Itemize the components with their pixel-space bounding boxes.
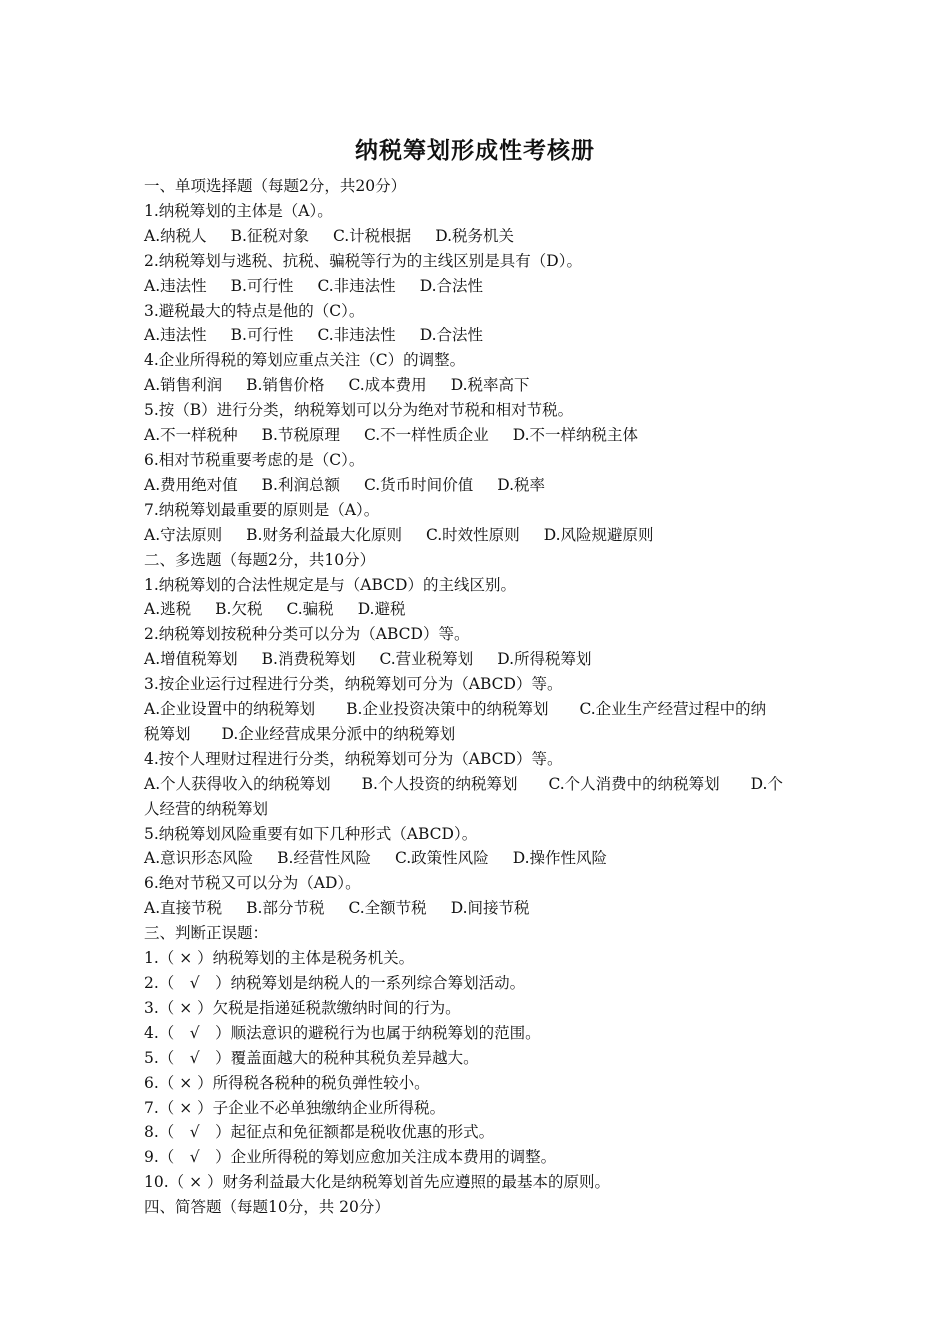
text-line: 6.相对节税重要考虑的是（C）。 xyxy=(144,450,365,469)
option-item: A.纳税人 xyxy=(144,226,207,245)
text-line: 5.纳税筹划风险重要有如下几种形式（ABCD）。 xyxy=(144,824,478,843)
answer-options xyxy=(144,846,810,871)
option-item: A.意识形态风险 xyxy=(144,849,254,868)
text-line: 6.（ × ）所得税各税种的税负弹性较小。 xyxy=(144,1073,430,1092)
option-item: D.不一样纳税主体 xyxy=(512,426,639,445)
option-item: D.所得税筹划 xyxy=(497,650,592,669)
text-line: A.企业设置中的纳税筹划 B.企业投资决策中的纳税筹划 C.企业生产经营过程中的纳 xyxy=(144,700,767,719)
answer-options xyxy=(144,323,810,348)
text-line: 3.按企业运行过程进行分类，纳税筹划可分为（ABCD）等。 xyxy=(144,675,563,694)
option-item: A.增值税筹划 xyxy=(144,650,238,669)
option-item: C.骗税 xyxy=(286,600,334,619)
option-item: A.销售利润 xyxy=(144,376,223,395)
text-line: 7.纳税筹划最重要的原则是（A）。 xyxy=(144,500,380,519)
text-line: 7.（ × ）子企业不必单独缴纳企业所得税。 xyxy=(144,1098,446,1117)
option-item: D.操作性风险 xyxy=(512,849,608,868)
text-line: 5.（ √ ）覆盖面越大的税种其税负差异越大。 xyxy=(144,1048,479,1067)
answer-options xyxy=(144,647,810,672)
text-line: 4.（ √ ）顺法意识的避税行为也属于纳税筹划的范围。 xyxy=(144,1023,541,1042)
option-item: C.货币时间价值 xyxy=(363,475,474,494)
text-line: 4.企业所得税的筹划应重点关注（C）的调整。 xyxy=(144,351,466,370)
text-line: 2.纳税筹划与逃税、抗税、骗税等行为的主线区别是具有（D）。 xyxy=(144,251,582,270)
option-item: A.违法性 xyxy=(144,326,207,345)
option-item: C.全额节税 xyxy=(348,899,427,918)
text-line: 1.纳税筹划的主体是（A）。 xyxy=(144,201,333,220)
text-line: 6.绝对节税又可以分为（AD）。 xyxy=(144,874,361,893)
text-line: 二、多选题（每题2分，共10分） xyxy=(144,550,376,569)
option-item: B.财务利益最大化原则 xyxy=(246,525,402,544)
text-line: 1.（ × ）纳税筹划的主体是税务机关。 xyxy=(144,949,415,968)
text-line: 3.避税最大的特点是他的（C）。 xyxy=(144,301,365,320)
text-line: 8.（ √ ）起征点和免征额都是税收优惠的形式。 xyxy=(144,1123,495,1142)
text-line: 三、判断正误题： xyxy=(144,924,269,943)
option-item: D.税率高下 xyxy=(450,376,530,395)
option-item: D.避税 xyxy=(357,600,406,619)
option-item: C.非违法性 xyxy=(317,276,396,295)
option-item: C.时效性原则 xyxy=(425,525,520,544)
option-item: B.欠税 xyxy=(215,600,263,619)
option-item: D.税率 xyxy=(497,475,546,494)
answer-options xyxy=(144,896,810,921)
option-item: B.销售价格 xyxy=(246,376,325,395)
option-item: B.经营性风险 xyxy=(277,849,371,868)
option-item: C.计税根据 xyxy=(332,226,412,245)
option-item: D.税务机关 xyxy=(435,226,515,245)
text-line: 人经营的纳税筹划 xyxy=(144,799,269,818)
option-item: D.间接节税 xyxy=(450,899,530,918)
option-item: B.消费税筹划 xyxy=(261,650,356,669)
answer-options xyxy=(144,373,810,398)
option-item: A.直接节税 xyxy=(144,899,223,918)
option-item: A.守法原则 xyxy=(144,525,223,544)
option-item: A.费用绝对值 xyxy=(144,475,238,494)
text-line: 四、简答题（每题10分，共 20分） xyxy=(144,1198,390,1217)
text-line: 9.（ √ ）企业所得税的筹划应愈加关注成本费用的调整。 xyxy=(144,1148,557,1167)
answer-options xyxy=(144,224,810,249)
option-item: B.利润总额 xyxy=(261,475,340,494)
option-item: C.营业税筹划 xyxy=(379,650,474,669)
option-item: C.不一样性质企业 xyxy=(363,426,489,445)
text-line: 4.按个人理财过程进行分类，纳税筹划可分为（ABCD）等。 xyxy=(144,749,563,768)
document-body xyxy=(144,174,810,1220)
option-item: C.非违法性 xyxy=(317,326,396,345)
option-item: B.征税对象 xyxy=(230,226,309,245)
option-item: D.合法性 xyxy=(419,326,484,345)
answer-options xyxy=(144,597,810,622)
option-item: B.节税原理 xyxy=(261,426,340,445)
option-item: B.可行性 xyxy=(230,326,294,345)
option-item: D.合法性 xyxy=(419,276,484,295)
option-item: A.违法性 xyxy=(144,276,207,295)
option-item: D.风险规避原则 xyxy=(543,525,654,544)
option-item: A.逃税 xyxy=(144,600,192,619)
option-item: C.政策性风险 xyxy=(394,849,489,868)
option-item: B.可行性 xyxy=(230,276,294,295)
answer-options xyxy=(144,473,810,498)
text-line: 5.按（B）进行分类，纳税筹划可以分为绝对节税和相对节税。 xyxy=(144,401,574,420)
text-line: 1.纳税筹划的合法性规定是与（ABCD）的主线区别。 xyxy=(144,575,516,594)
answer-options xyxy=(144,274,810,299)
page-title: 纳税筹划形成性考核册 xyxy=(355,137,595,164)
answer-options xyxy=(144,523,810,548)
answer-options xyxy=(144,423,810,448)
text-line: 2.（ √ ）纳税筹划是纳税人的一系列综合筹划活动。 xyxy=(144,974,526,992)
text-line: 一、单项选择题（每题2分，共20分） xyxy=(144,177,407,195)
text-line: 2.纳税筹划按税种分类可以分为（ABCD）等。 xyxy=(144,625,470,644)
text-line: 3.（ × ）欠税是指递延税款缴纳时间的行为。 xyxy=(144,998,461,1017)
text-line: A.个人获得收入的纳税筹划 B.个人投资的纳税筹划 C.个人消费中的纳税筹划 D.个 xyxy=(144,774,783,793)
option-item: A.不一样税种 xyxy=(144,426,238,445)
option-item: B.部分节税 xyxy=(246,899,325,918)
text-line: 10.（ × ）财务利益最大化是纳税筹划首先应遵照的最基本的原则。 xyxy=(144,1173,610,1192)
option-item: C.成本费用 xyxy=(348,376,427,395)
text-line: 税筹划 D.企业经营成果分派中的纳税筹划 xyxy=(144,724,456,743)
